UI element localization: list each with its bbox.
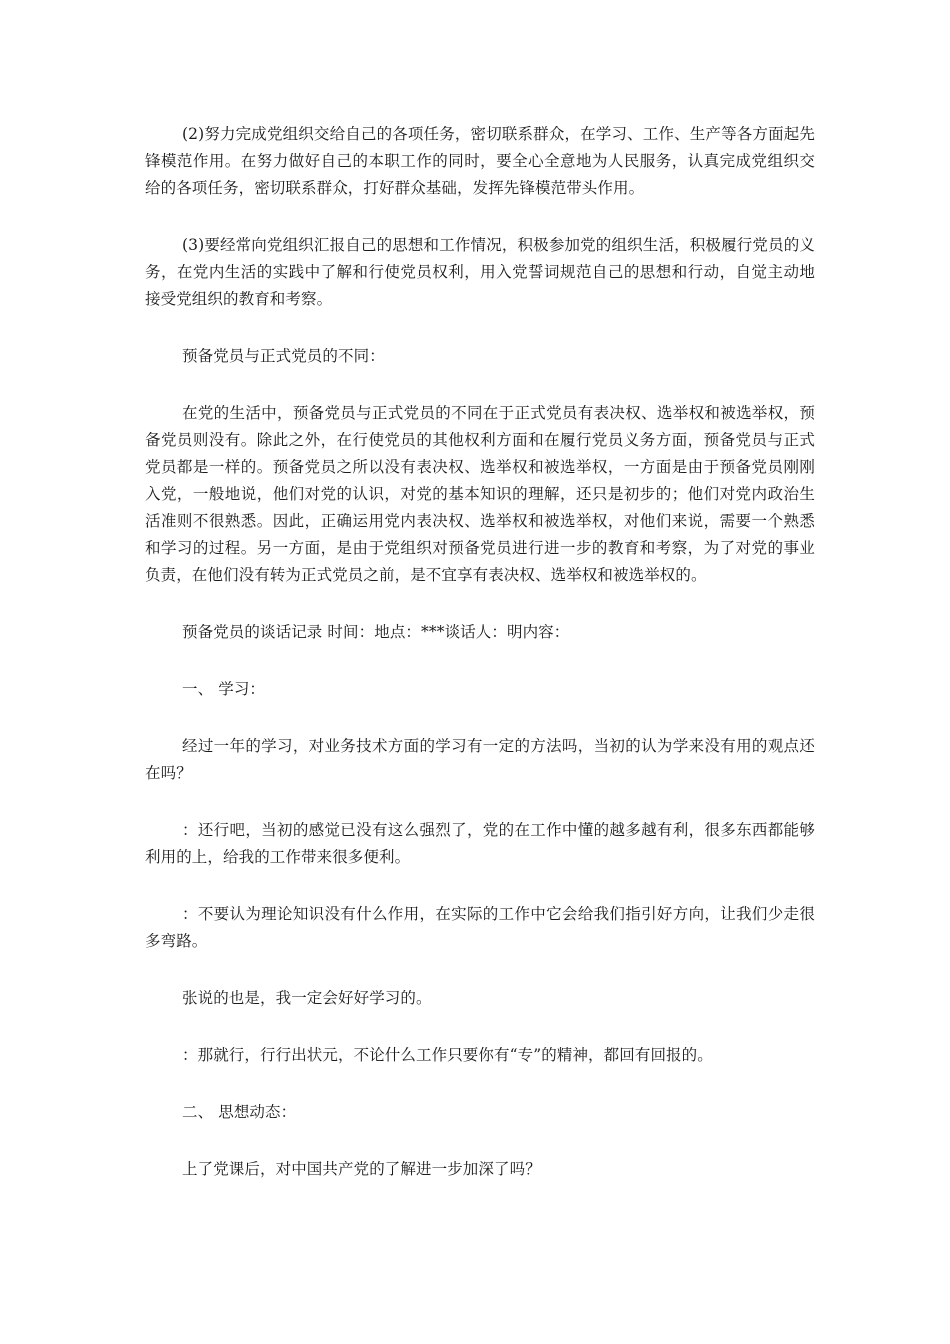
section-heading-thought: 二、 思想动态： [182,1103,297,1121]
section-heading-difference: 预备党员与正式党员的不同： [182,347,385,365]
section-heading-study: 一、 学习： [182,680,266,698]
dialogue-reply-agree: 张说的也是，我一定会好好学习的。 [182,989,432,1007]
document-body [145,121,815,1213]
talk-record-header: 预备党员的谈话记录 时间：地点：***谈话人：明内容： [182,623,570,641]
paragraph-duty-2: (2)努力完成党组织交给自己的各项任务，密切联系群众，在学习、工作、生产等各方面起先锋模范作用。在努力做好自己的本职工作的同时，要全心全意地为人民服务，认真完成党组织交给的各项任务，密切联系群众，打好群众基础，发挥先锋模范带头作用。 [145,125,815,197]
dialogue-advice-theory: ：不要认为理论知识没有什么作用，在实际的工作中它会给我们指引好方向，让我们少走很多弯路。 [145,905,815,950]
paragraph-duty-3: (3)要经常向党组织汇报自己的思想和工作情况，积极参加党的组织生活，积极履行党员的义务，在党内生活的实践中了解和行使党员权利，用入党誓词规范自己的思想和行动，自觉主动地接受党组织的教育和考察。 [145,236,815,308]
dialogue-encouragement: ：那就行，行行出状元，不论什么工作只要你有“专”的精神，都回有回报的。 [182,1046,713,1064]
dialogue-question-study: 经过一年的学习，对业务技术方面的学习有一定的方法吗，当初的认为学来没有用的观点还在吗？ [145,737,815,782]
dialogue-question-party-class: 上了党课后，对中国共产党的了解进一步加深了吗？ [182,1160,541,1178]
paragraph-difference: 在党的生活中，预备党员与正式党员的不同在于正式党员有表决权、选举权和被选举权，预备党员则没有。除此之外，在行使党员的其他权利方面和在履行党员义务方面，预备党员与正式党员都是一样的。预备党员之所以没有表决权、选举权和被选举权，一方面是由于预备党员刚刚入党，一般地说，他们对党的认识，对党的基本知识的理解，还只是初步的；他们对党内政治生活准则不很熟悉。因此，正确运用党内表决权、选举权和被选举权，对他们来说，需要一个熟悉和学习的过程。另一方面，是由于党组织对预备党员进行进一步的教育和考察，为了对党的事业负责，在他们没有转为正式党员之前，是不宜享有表决权、选举权和被选举权的。 [145,404,815,584]
dialogue-answer-study: ：还行吧，当初的感觉已没有这么强烈了，党的在工作中懂的越多越有利，很多东西都能够利用的上，给我的工作带来很多便利。 [145,821,815,866]
